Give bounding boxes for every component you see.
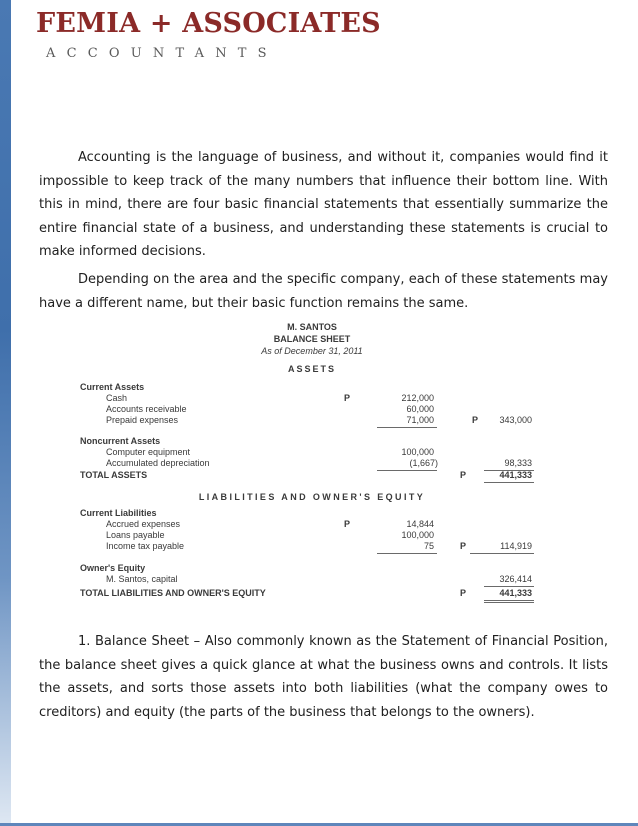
bs-currency-1: P: [344, 393, 351, 403]
bs-dep-label: Accumulated depreciation: [106, 458, 210, 468]
bs-ar-label: Accounts receivable: [106, 404, 187, 414]
bs-equity-label: Owner's Equity: [80, 563, 146, 573]
bs-accrued-label: Accrued expenses: [106, 519, 181, 529]
statement-names-paragraph: Depending on the area and the specific company, each of these statements may have a different name, but their basic function remains the same.: [39, 272, 608, 311]
bs-dep-value: (1,667): [409, 458, 438, 468]
bs-equip-value: 100,000: [401, 447, 434, 457]
bs-underline: [484, 600, 534, 601]
bs-accrued-value: 14,844: [406, 519, 434, 529]
bs-cash-value: 212,000: [401, 393, 434, 403]
bs-cash-label: Cash: [106, 393, 128, 403]
bs-capital-value: 326,414: [499, 574, 532, 584]
bs-current-liab-label: Current Liabilities: [80, 508, 157, 518]
brand-tagline: ACCOUNTANTS: [46, 46, 278, 61]
balance-sheet-image: [72, 322, 552, 612]
bs-loans-label: Loans payable: [106, 530, 165, 540]
bs-underline: [484, 602, 534, 603]
bs-tax-value: 75: [423, 541, 434, 551]
bs-underline: [377, 553, 437, 554]
bs-noncurrent-total: 98,333: [504, 458, 532, 468]
bs-date: As of December 31, 2011: [261, 346, 363, 356]
bs-ar-value: 60,000: [406, 404, 434, 414]
bs-total-assets-label: TOTAL ASSETS: [80, 470, 148, 480]
balance-sheet-paragraph: 1. Balance Sheet – Also commonly known as the Statement of Financial Position, the balance sheet gives a quick glance at what the business owns and controls. It lists the assets, and sorts those assets into both liabilities (what the company owes to creditors) and equity (the parts of the business that belongs to the owners).: [39, 634, 608, 720]
bs-currency-5: P: [460, 541, 467, 551]
bs-current-assets-total: 343,000: [499, 415, 532, 425]
bs-assets-heading: ASSETS: [287, 364, 336, 374]
bs-equip-label: Computer equipment: [106, 447, 191, 457]
bs-underline: [484, 586, 534, 587]
bs-currency-4: P: [344, 519, 351, 529]
bs-prepaid-label: Prepaid expenses: [106, 415, 179, 425]
bs-title: BALANCE SHEET: [273, 334, 351, 344]
bs-loans-value: 100,000: [401, 530, 434, 540]
brand-name: FEMIA + ASSOCIATES: [36, 8, 381, 39]
bs-company: M. SANTOS: [287, 322, 337, 332]
bs-total-le-value: 441,333: [499, 588, 532, 598]
bs-currency-2: P: [472, 415, 479, 425]
bs-total-assets-value: 441,333: [499, 470, 532, 480]
bs-underline: [377, 470, 437, 471]
bs-current-assets-label: Current Assets: [80, 382, 145, 392]
bs-underline: [484, 482, 534, 483]
bs-tax-label: Income tax payable: [106, 541, 185, 551]
bs-underline: [377, 427, 437, 428]
bs-current-liab-total: 114,919: [500, 541, 532, 551]
bs-liab-heading: LIABILITIES AND OWNER'S EQUITY: [198, 492, 426, 502]
left-accent-bar: [0, 0, 11, 826]
bs-prepaid-value: 71,000: [406, 415, 434, 425]
bs-underline: [470, 553, 534, 554]
bs-currency-6: P: [460, 588, 467, 598]
bs-capital-label: M. Santos, capital: [106, 574, 178, 584]
bs-currency-3: P: [460, 470, 467, 480]
bs-noncurrent-label: Noncurrent Assets: [80, 436, 161, 446]
intro-paragraph: Accounting is the language of business, and without it, companies would find it impossible to keep track of the many numbers that influence their bottom line. With this in mind, there are four basic financial statements that essentially summarize the entire financial state of a business, and understanding these statements is crucial to make informed decisions.: [39, 150, 608, 259]
bs-total-le-label: TOTAL LIABILITIES AND OWNER'S EQUITY: [80, 588, 266, 598]
